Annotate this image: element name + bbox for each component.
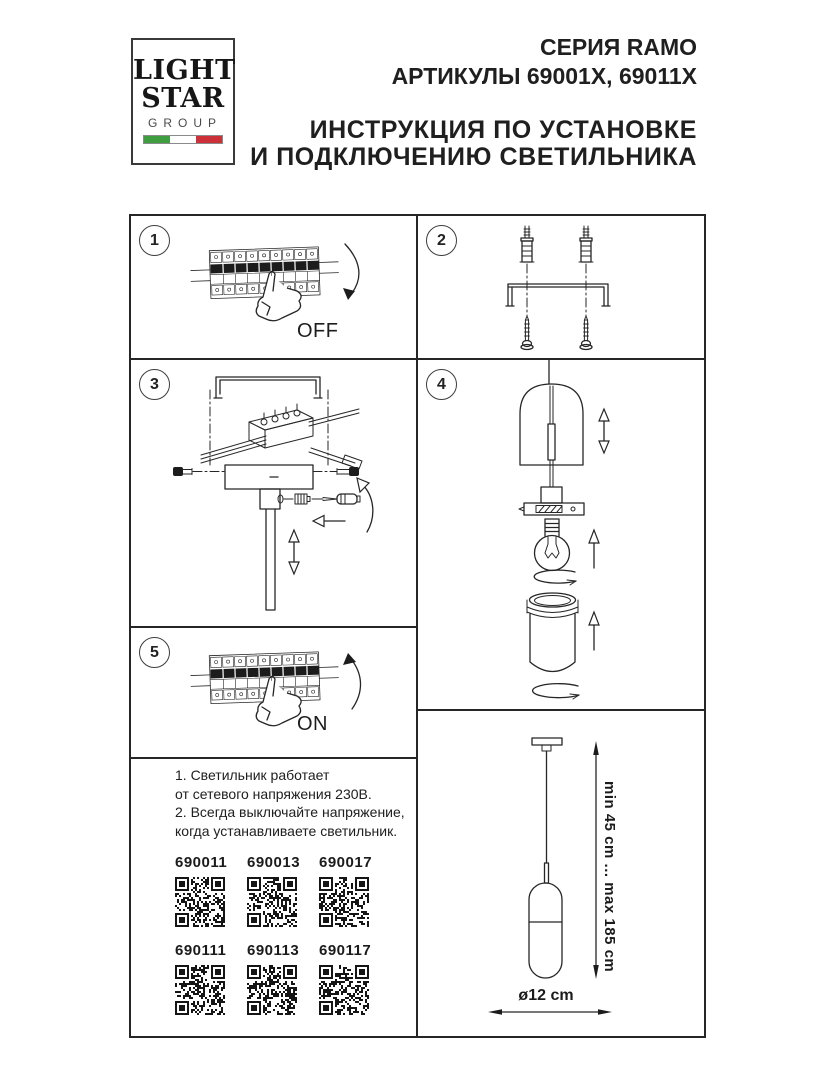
- article-number: 690017: [319, 854, 373, 871]
- qr-item: [247, 942, 300, 1015]
- diameter-label: ø12 cm: [518, 987, 574, 1004]
- qr-code: [247, 965, 297, 1015]
- article-number: 690111: [175, 942, 227, 959]
- article-number: 690117: [319, 942, 372, 959]
- instruction-title-line2: И ПОДКЛЮЧЕНИЮ СВЕТИЛЬНИКА: [250, 143, 697, 171]
- wiring-assembly-diagram: [131, 360, 416, 626]
- pendant-dimension-diagram: [418, 711, 702, 1034]
- mounting-hardware-diagram: [418, 216, 702, 358]
- qr-code: [175, 965, 225, 1015]
- header-title-block: [250, 33, 697, 171]
- qr-item: [319, 854, 372, 927]
- breaker-on-diagram: [131, 628, 416, 757]
- step-panel-4: [418, 360, 704, 711]
- qr-item: [175, 854, 228, 927]
- italy-flag-stripe: [143, 135, 223, 144]
- articles-title: АРТИКУЛЫ 69001X, 69011X: [391, 63, 697, 89]
- logo-star-text: STAR: [141, 83, 225, 114]
- step-3-badge: 3: [139, 369, 170, 400]
- lamp-assembly-diagram: [418, 360, 702, 709]
- article-number: 690113: [247, 942, 300, 959]
- step-panel-3: [131, 360, 418, 628]
- on-label: ON: [297, 713, 328, 735]
- height-range-label: min 45 cm ... max 185 cm: [601, 781, 618, 973]
- qr-code: [175, 877, 225, 927]
- step-4-badge: 4: [426, 369, 457, 400]
- instruction-grid: [129, 214, 706, 1038]
- step-panel-2: [418, 216, 704, 360]
- article-number: 690013: [247, 854, 301, 871]
- series-title: СЕРИЯ RAMO: [539, 34, 697, 60]
- off-label: OFF: [297, 320, 339, 342]
- note-line: 1. Светильник работает: [175, 767, 330, 783]
- safety-notes: [175, 766, 405, 840]
- logo-light-text: LIGHT: [133, 55, 236, 86]
- step-2-badge: 2: [426, 225, 457, 256]
- notes-panel: [131, 759, 418, 1036]
- lightstar-logo: [131, 38, 235, 165]
- qr-row-2: [175, 942, 372, 1015]
- note-line: от сетевого напряжения 230В.: [175, 785, 372, 802]
- logo-group-text: GROUP: [147, 116, 222, 130]
- step-5-badge: 5: [139, 637, 170, 668]
- step-1-badge: 1: [139, 225, 170, 256]
- dimensions-panel: [418, 711, 704, 1036]
- breaker-off-diagram: [131, 216, 416, 358]
- article-number: 690011: [175, 854, 228, 871]
- step-panel-1: [131, 216, 418, 360]
- qr-code: [319, 877, 369, 927]
- qr-item: [319, 942, 372, 1015]
- note-line: когда устанавливаете светильник.: [175, 822, 398, 839]
- qr-row-1: [175, 854, 372, 927]
- step-panel-5: [131, 628, 418, 759]
- instruction-title-line1: ИНСТРУКЦИЯ ПО УСТАНОВКЕ: [309, 116, 697, 144]
- qr-item: [175, 942, 228, 1015]
- note-line: 2. Всегда выключайте напряжение,: [175, 804, 405, 820]
- qr-item: [247, 854, 300, 927]
- qr-code: [319, 965, 369, 1015]
- qr-code: [247, 877, 297, 927]
